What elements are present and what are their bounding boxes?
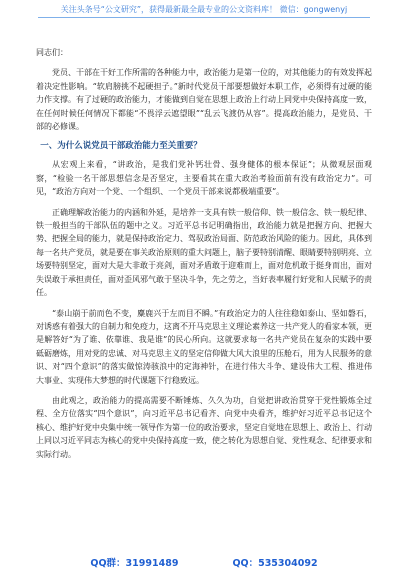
section-heading: 一、为什么说党员干部政治能力至关重要？ bbox=[40, 141, 202, 152]
header-divider bbox=[38, 17, 370, 18]
body-paragraph: 由此观之，政治能力的提高需要不断锤炼、久久为功，自觉把讲政治贯穿于党性锻炼全过程、全方位落实“四个意识”，向习近平总书记看齐、向党中央看齐，维护好习近平总书记这个核心、维护好党中央集中统一领导作为第一位的政治要求，坚定自觉地在思想上、政治上、行动上同以习近平同志为核心的党中央保持高度一致，使之转化为思想自觉、党性观念、纪律要求和实际行动。 bbox=[36, 395, 372, 459]
body-paragraph: 正确理解政治能力的内涵和外延，是培养一支具有铁一般信仰、铁一般信念、铁一般纪律、铁一般担当的干部队伍的题中之义。习近平总书记明确指出，政治能力就是把握方向、把握大势、把握全局的能力，就是保持政治定力、驾驭政治局面、防范政治风险的能力。因此，具体到每一名共产党员，就是要在事关政治原则的重大问题上，脑子要特别清醒、眼睛要特别明亮、立场要特别坚定，面对大是大非敢于亮剑，面对矛盾敢于迎难而上，面对危机敢于挺身而出，面对失误敢于承担责任，面对歪风邪气敢于坚决斗争，先之劳之，当好表率履行好党和人民赋予的责任。 bbox=[36, 207, 372, 298]
body-paragraph: “泰山崩于前而色不变，麋鹿兴于左而目不瞬。”有政治定力的人往往稳如泰山、坚如磐石，对诱惑有着强大的自制力和免疫力，这离不开马克思主义理论素养这一共产党人的看家本领，更是解答好“为了谁、依靠谁、我是谁”的民心所向。这就要求每一名共产党员在复杂的实践中要砥砺磨炼，用对党的忠诚、对马克思主义的坚定信仰做大风大浪里的压舱石，用为人民服务的意识、对“四个意识”的落实做惊涛骇浪中的定海神针，在进行伟大斗争、建设伟大工程、推进伟大事业、实现伟大梦想的时代课题下行稳致远。 bbox=[36, 308, 372, 385]
page-header: 关注头条号“公文研究”，获得最新最全最专业的公文资料库！ 微信：gongwenyj bbox=[60, 5, 348, 14]
qq-group-number: QQ群：31991489 bbox=[90, 558, 179, 569]
qq-number: QQ：535304092 bbox=[232, 558, 318, 569]
document-body bbox=[36, 46, 372, 461]
page-footer bbox=[0, 557, 408, 570]
greeting: 同志们： bbox=[36, 48, 68, 57]
intro-paragraph: 党员、干部在干好工作所需的各种能力中，政治能力是第一位的，对其他能力的有效发挥起着决定性影响。“软肩膀挑不起硬担子。”新时代党员干部要想做好本职工作，必须得有过硬的能力作支撑。有了过硬的政治能力，才能做到自觉在思想上政治上行动上同党中央保持高度一致，在任何时候任何情况下都能“不畏浮云遮望眼”“乱云飞渡仍从容”。提高政治能力，是党员、干部的必修课。 bbox=[36, 68, 372, 132]
body-paragraph: 从宏观上来看，“讲政治，是我们党补钙壮骨、强身健体的根本保证”；从微观层面观察，“检验一名干部思想信念是否坚定，主要看其在重大政治考验面前有没有政治定力”。可见，“政治方向对一个党、一个组织、一个党员干部来说都极端重要”。 bbox=[36, 160, 372, 197]
